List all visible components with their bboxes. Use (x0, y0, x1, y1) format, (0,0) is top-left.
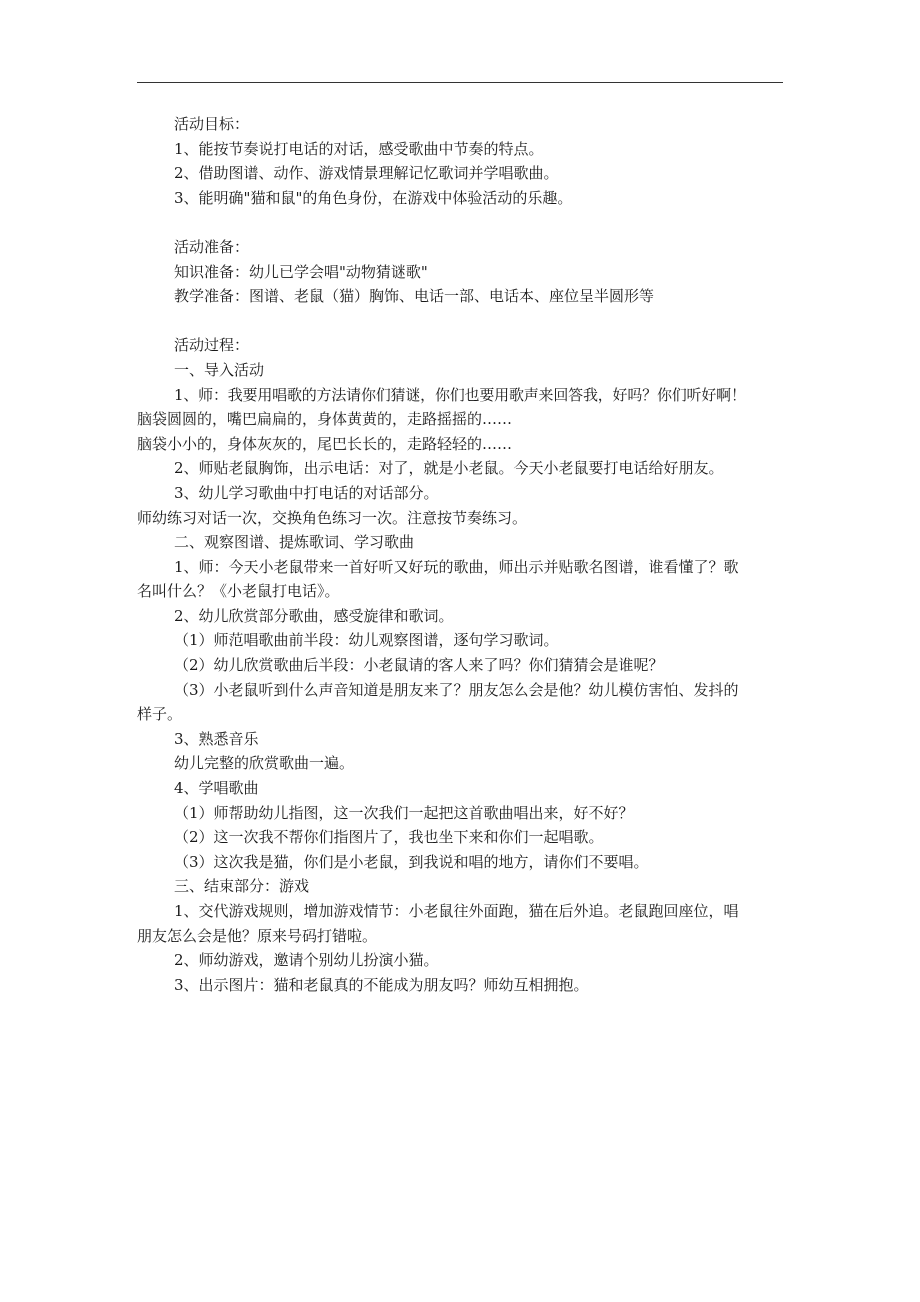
part2-subitem: 样子。 (137, 705, 183, 724)
prep-heading: 活动准备： (174, 237, 250, 256)
part2-subitem: （2）幼儿欣赏歌曲后半段：小老鼠请的客人来了吗？你们猜猜会是谁呢？ (174, 656, 664, 675)
goals-heading: 活动目标： (174, 115, 250, 133)
part2-item: 2、幼儿欣赏部分歌曲，感受旋律和歌词。 (174, 606, 454, 625)
part1-line: 师幼练习对话一次，交换角色练习一次。注意按节奏练习。 (137, 508, 528, 527)
part3-item: 1、交代游戏规则，增加游戏情节：小老鼠往外面跑，猫在后外追。老鼠跑回座位，唱 (174, 902, 739, 920)
part1-line: 脑袋圆圆的，嘴巴扁扁的，身体黄黄的，走路摇摇的…… (137, 410, 513, 429)
prep-item: 知识准备：幼儿已学会唱"动物猜谜歌" (174, 262, 428, 281)
part1-line: 脑袋小小的，身体灰灰的，尾巴长长的，走路轻轻的…… (137, 434, 513, 453)
process-heading: 活动过程： (174, 336, 250, 355)
part2-item: 名叫什么？《小老鼠打电话》。 (137, 582, 340, 601)
goal-item: 3、能明确"猫和鼠"的角色身份，在游戏中体验活动的乐趣。 (174, 188, 573, 207)
spacer (174, 309, 782, 334)
part1-line: 1、师：我要用唱歌的方法请你们猜谜，你们也要用歌声来回答我，好吗？你们听好啊！ (174, 385, 746, 404)
part2-subitem: （1）师范唱歌曲前半段：幼儿观察图谱，逐句学习歌词。 (174, 631, 559, 650)
part2-subitem: （3）小老鼠听到什么声音知道是朋友来了？朋友怎么会是他？幼儿模仿害怕、发抖的 (174, 680, 739, 699)
part3-item: 2、师幼游戏，邀请个别幼儿扮演小猫。 (174, 951, 439, 970)
part2-title: 二、观察图谱、提炼歌词、学习歌曲 (174, 533, 415, 552)
part2-item: 幼儿完整的欣赏歌曲一遍。 (174, 754, 355, 773)
header-rule (137, 82, 783, 83)
goal-item: 1、能按节奏说打电话的对话，感受歌曲中节奏的特点。 (174, 139, 544, 158)
part1-line: 2、师贴老鼠胸饰，出示电话：对了，就是小老鼠。今天小老鼠要打电话给好朋友。 (174, 459, 724, 478)
part3-item: 朋友怎么会是他？原来号码打错啦。 (137, 926, 378, 945)
spacer (174, 210, 782, 235)
part2-item: 4、学唱歌曲 (174, 779, 259, 798)
goal-item: 2、借助图谱、动作、游戏情景理解记忆歌词并学唱歌曲。 (174, 164, 559, 183)
part2-subitem: （1）师帮助幼儿指图，这一次我们一起把这首歌曲唱出来，好不好？ (174, 803, 634, 822)
part1-line: 3、幼儿学习歌曲中打电话的对话部分。 (174, 483, 439, 502)
prep-item: 教学准备：图谱、老鼠（猫）胸饰、电话一部、电话本、座位呈半圆形等 (174, 287, 655, 306)
document-body (137, 112, 782, 997)
part3-title: 三、结束部分：游戏 (174, 877, 310, 896)
part2-item: 1、师：今天小老鼠带来一首好听又好玩的歌曲，师出示并贴歌名图谱，谁看懂了？歌 (174, 557, 739, 576)
part2-subitem: （3）这次我是猫，你们是小老鼠，到我说和唱的地方，请你们不要唱。 (174, 852, 649, 871)
part2-subitem: （2）这一次我不帮你们指图片了，我也坐下来和你们一起唱歌。 (174, 828, 604, 847)
part1-title: 一、导入活动 (174, 360, 265, 379)
part2-item: 3、熟悉音乐 (174, 729, 259, 748)
part3-item: 3、出示图片：猫和老鼠真的不能成为朋友吗？师幼互相拥抱。 (174, 975, 589, 994)
